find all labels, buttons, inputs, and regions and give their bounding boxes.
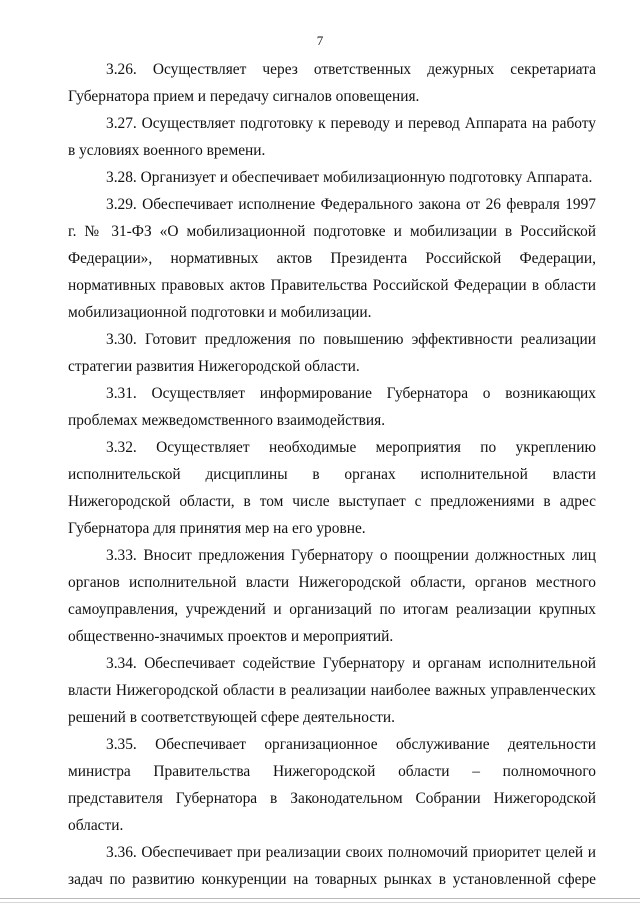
paragraph-3-32: 3.32. Осуществляет необходимые мероприятия по укреплению исполнительской дисциплины в органах исполнительной власти Нижегородской области, в том числе выступает с предложениями в адрес Губернатора для принятия мер на его уровне. [68,439,596,537]
paragraph-3-30: 3.30. Готовит предложения по повышению эффективности реализации стратегии развития Нижегородской области. [68,331,596,375]
paragraph-3-26: 3.26. Осуществляет через ответственных дежурных секретариата Губернатора прием и передачу сигналов оповещения. [68,61,596,105]
paragraph-3-28: 3.28. Организует и обеспечивает мобилизационную подготовку Аппарата. [106,169,593,186]
paragraph-3-35: 3.35. Обеспечивает организационное обслуживание деятельности министра Правительства Нижегородской области – полномочного представителя Губернатора в Законодательном Собрании Нижегородской области. [68,736,596,834]
paragraph-3-31: 3.31. Осуществляет информирование Губернатора о возникающих проблемах межведомственного взаимодействия. [68,385,596,429]
page-number: 7 [316,33,324,48]
paragraph-3-33: 3.33. Вносит предложения Губернатору о поощрении должностных лиц органов исполнительной власти Нижегородской области, органов местного самоуправления, учреждений и организаций по итогам реализации крупных общественно-значимых проектов и мероприятий. [68,547,596,645]
document-body [68,56,596,893]
scan-edge-line [0,898,640,899]
paragraph-3-34: 3.34. Обеспечивает содействие Губернатору и органам исполнительной власти Нижегородской области в реализации наиболее важных управленческих решений в соответствующей сфере деятельности. [68,655,596,726]
paragraph-3-27: 3.27. Осуществляет подготовку к переводу и перевод Аппарата на работу в условиях военного времени. [68,115,596,159]
paragraph-3-29: 3.29. Обеспечивает исполнение Федерального закона от 26 февраля 1997 г. № 31-ФЗ «О мобилизационной подготовке и мобилизации в Российской Федерации», нормативных актов Президента Российской Федерации, нормативных правовых актов Правительства Российской Федерации в области мобилизационной подготовки и мобилизации. [68,196,596,321]
scan-edge-line [0,902,640,903]
paragraph-3-36: 3.36. Обеспечивает при реализации своих полномочий приоритет целей и задач по развитию конкуренции на товарных рынках в установленной сфере [68,844,596,888]
